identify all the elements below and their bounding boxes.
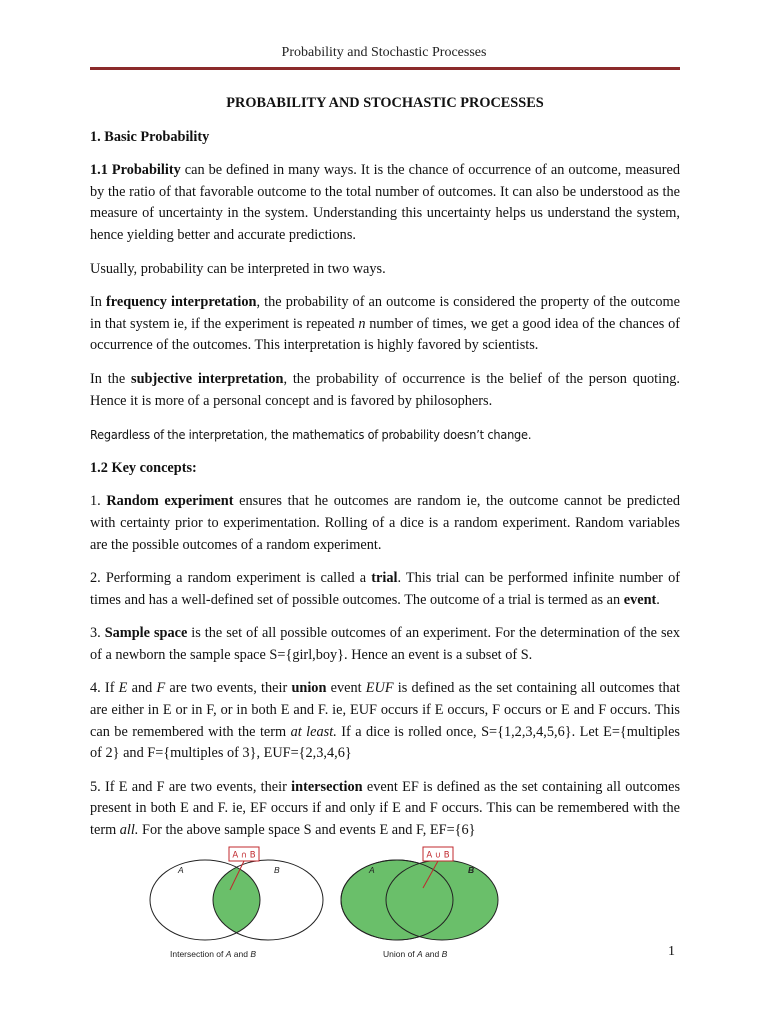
paragraph-frequency-interpretation: In frequency interpretation, the probability of an outcome is considered the property of the outcome in that system ie, if the experiment is repeated n number of times, we get a good idea of the chances of occurrence of the outcomes. This interpretation is highly favored by scientists. [90,294,680,354]
union-set-a-label: A [369,865,375,875]
key-concept-union: 4. If E and F are two events, their union event EUF is defined as the set containing all outcomes that are either in E or in F, or in both E and F. ie, EUF occurs if E occurs, F occurs or E and F occurs. This can be remembered with the term at least. If a dice is rolled once, S={1,2,3,4,5,6}. Let E={multiples of 2} and F={multiples of 3}, EUF={2,3,4,6} [90,680,680,762]
key-concept-sample-space: 3. Sample space is the set of all possible outcomes of an experiment. For the determination of the sex of a newborn the sample space S={girl,boy}. Hence an event is a subset of S. [90,625,681,663]
term-intersection: intersection [291,778,363,795]
paragraph-probability-definition: 1.1 Probability can be defined in many ways. It is the chance of occurrence of an outcome, measured by the ratio of that favorable outcome to the total number of outcomes. It can also be understood as the measure of uncertainty in the system. Understanding this uncertainty helps us understand the system, hence yielding better and accurate predictions. [90,162,680,243]
term-random-experiment: Random experiment [106,493,234,510]
paragraph-subjective-interpretation: In the subjective interpretation, the probability of occurrence is the belief of the person quoting. Hence it is more of a personal concept and is favored by philosophers. [90,370,680,409]
term-sample-space: Sample space [104,625,188,642]
set-a-label: A [178,865,184,875]
section-heading-key-concepts: 1.2 Key concepts: [90,459,197,476]
intersection-callout-label: A ∩ B [232,850,256,861]
page-number: 1 [668,944,675,959]
key-concept-trial: 2. Performing a random experiment is called a trial. This trial can be performed infinite number of times and has a well-defined set of possible outcomes. The outcome of a trial is termed as an event. [90,570,680,608]
key-concept-intersection: 5. If E and F are two events, their intersection event EF is defined as the set containing all outcomes present in both E and F. ie, EF occurs if and only if E and F occurs. This can be remembered with the term all. For the above sample space S and events E and F, EF={6} [90,778,681,839]
key-concept-random-experiment: 1. Random experiment ensures that he outcomes are random ie, the outcome cannot be predicted with certainty prior to experimentation. Rolling of a dice is a random experiment. Random variables are the possible outcomes of a random experiment. [90,493,681,553]
venn-union [341,847,498,959]
term-union: union [291,680,327,697]
set-b-label: B [274,865,280,875]
venn-diagrams-figure [140,842,510,967]
union-caption: Union of A and B [383,949,448,959]
venn-intersection [150,847,323,959]
running-header: Probability and Stochastic Processes [281,45,487,60]
intersection-caption: Intersection of A and B [170,949,257,959]
union-callout-label: A ∪ B [426,850,450,861]
page-content [90,90,680,842]
term-trial: trial [371,570,398,587]
document-title: PROBABILITY AND STOCHASTIC PROCESSES [226,95,544,111]
header-rule [90,67,680,70]
union-set-b-label: B [468,865,475,875]
paragraph-regardless: Regardless of the interpretation, the mathematics of probability doesn’t change. [90,427,532,443]
term-probability: 1.1 Probability [90,162,181,179]
section-heading-basic-probability: 1. Basic Probability [90,128,210,145]
term-frequency-interpretation: frequency interpretation [106,294,257,311]
term-subjective-interpretation: subjective interpretation [131,370,284,387]
term-event: event [623,591,657,608]
paragraph-interpretations-intro: Usually, probability can be interpreted in two ways. [90,260,386,277]
union-set-b-circle [386,860,498,940]
